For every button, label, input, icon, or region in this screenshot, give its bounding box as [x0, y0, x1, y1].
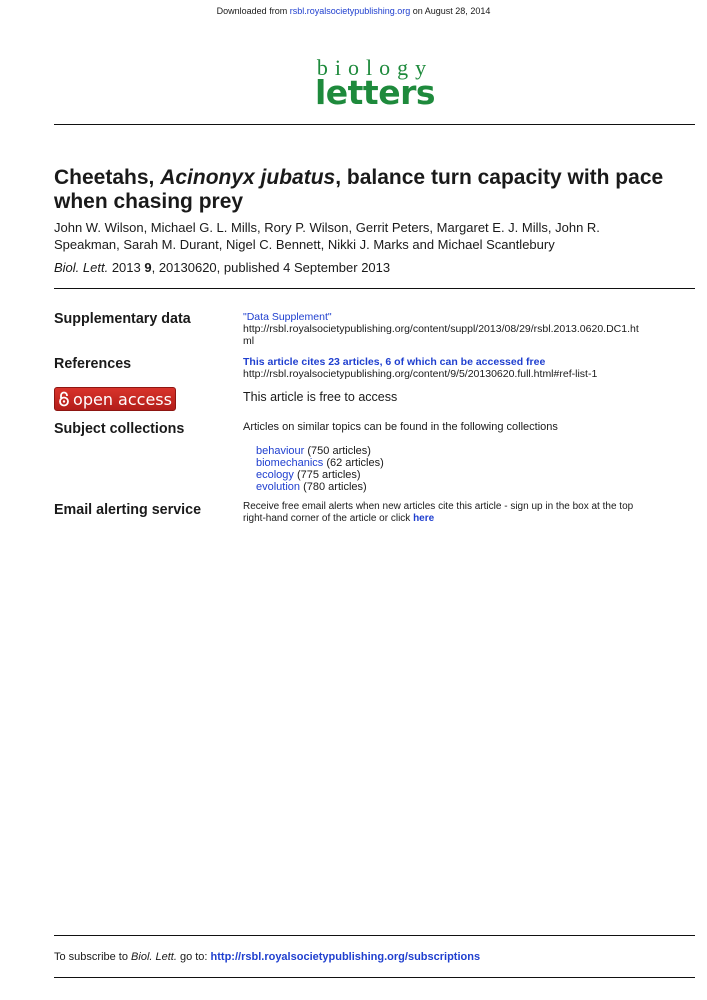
collection-item	[256, 457, 384, 469]
article-title	[54, 166, 699, 214]
references-block	[243, 356, 698, 380]
citation-rest: , 20130620, published 4 September 2013	[151, 260, 391, 275]
references-label: References	[54, 356, 132, 372]
download-note	[0, 6, 707, 16]
collection-count: (780 articles)	[300, 481, 367, 493]
footer-bottom-rule	[54, 977, 695, 978]
collection-link-ecology[interactable]: ecology	[256, 469, 294, 481]
citation-volume: 9	[144, 260, 152, 275]
collection-link-evolution[interactable]: evolution	[256, 481, 301, 493]
download-site-link[interactable]: rsbl.royalsocietypublishing.org	[289, 6, 411, 16]
email-text-line2: right-hand corner of the article or click	[243, 513, 414, 524]
collection-count: (775 articles)	[293, 469, 361, 481]
download-prefix: Downloaded from	[216, 6, 290, 16]
email-here-link[interactable]: here	[413, 513, 435, 524]
subscription-footer	[54, 951, 480, 963]
footer-prefix: To subscribe to	[54, 951, 132, 963]
email-text-line1: Receive free email alerts when new articles cite this article - sign up in the box at the top	[243, 501, 634, 512]
download-suffix: on August 28, 2014	[410, 6, 491, 16]
open-access-badge	[54, 387, 176, 411]
open-lock-icon	[58, 391, 70, 407]
authors-line2: Speakman, Sarah M. Durant, Nigel C. Bennett, Nikki J. Marks and Michael Scantlebury	[54, 237, 555, 252]
supplementary-block	[243, 311, 698, 347]
section-rule	[54, 288, 695, 289]
journal-logo	[300, 55, 450, 112]
collection-count: (62 articles)	[323, 457, 384, 469]
footer-top-rule	[54, 935, 695, 936]
footer-middle: go to:	[176, 951, 211, 963]
title-part1: Cheetahs,	[54, 166, 161, 189]
email-alert-block	[243, 501, 698, 525]
references-link[interactable]: This article cites 23 articles, 6 of which can be accessed free	[243, 356, 546, 368]
collection-item	[256, 481, 384, 493]
open-access-badge-text: open access	[73, 389, 172, 409]
title-part2: , balance turn capacity with pace	[335, 166, 664, 189]
supplementary-url-line1: http://rsbl.royalsocietypublishing.org/content/suppl/2013/08/29/rsbl.2013.0620.DC1.ht	[243, 323, 639, 335]
title-species: Acinonyx jubatus	[160, 166, 336, 189]
subscriptions-link[interactable]: http://rsbl.royalsocietypublishing.org/subscriptions	[210, 951, 481, 963]
references-url: http://rsbl.royalsocietypublishing.org/content/9/5/20130620.full.html#ref-list-1	[243, 368, 598, 380]
logo-top-text: biology	[316, 55, 434, 80]
collections-list	[256, 445, 384, 493]
title-line2: when chasing prey	[54, 190, 244, 213]
collection-item	[256, 469, 384, 481]
citation	[54, 260, 390, 275]
collection-count: (750 articles)	[304, 445, 371, 457]
logo-bottom-text: letters	[314, 73, 436, 112]
open-access-text: This article is free to access	[243, 390, 398, 404]
collection-item	[256, 445, 384, 457]
author-list	[54, 219, 694, 253]
authors-line1: John W. Wilson, Michael G. L. Mills, Rory P. Wilson, Gerrit Peters, Margaret E. J. Mills, John R.	[54, 220, 600, 235]
collections-intro: Articles on similar topics can be found in the following collections	[243, 421, 558, 433]
supplementary-url-line2: ml	[243, 335, 255, 347]
footer-journal: Biol. Lett.	[131, 951, 177, 963]
collection-link-biomechanics[interactable]: biomechanics	[256, 457, 324, 469]
header-rule	[54, 124, 695, 125]
citation-year: 2013	[108, 260, 145, 275]
citation-journal: Biol. Lett.	[54, 260, 109, 275]
collection-link-behaviour[interactable]: behaviour	[256, 445, 305, 457]
data-supplement-link[interactable]: "Data Supplement"	[243, 311, 332, 323]
email-alert-label: Email alerting service	[54, 502, 202, 518]
collections-label: Subject collections	[54, 421, 185, 437]
supplementary-label: Supplementary data	[54, 311, 191, 327]
